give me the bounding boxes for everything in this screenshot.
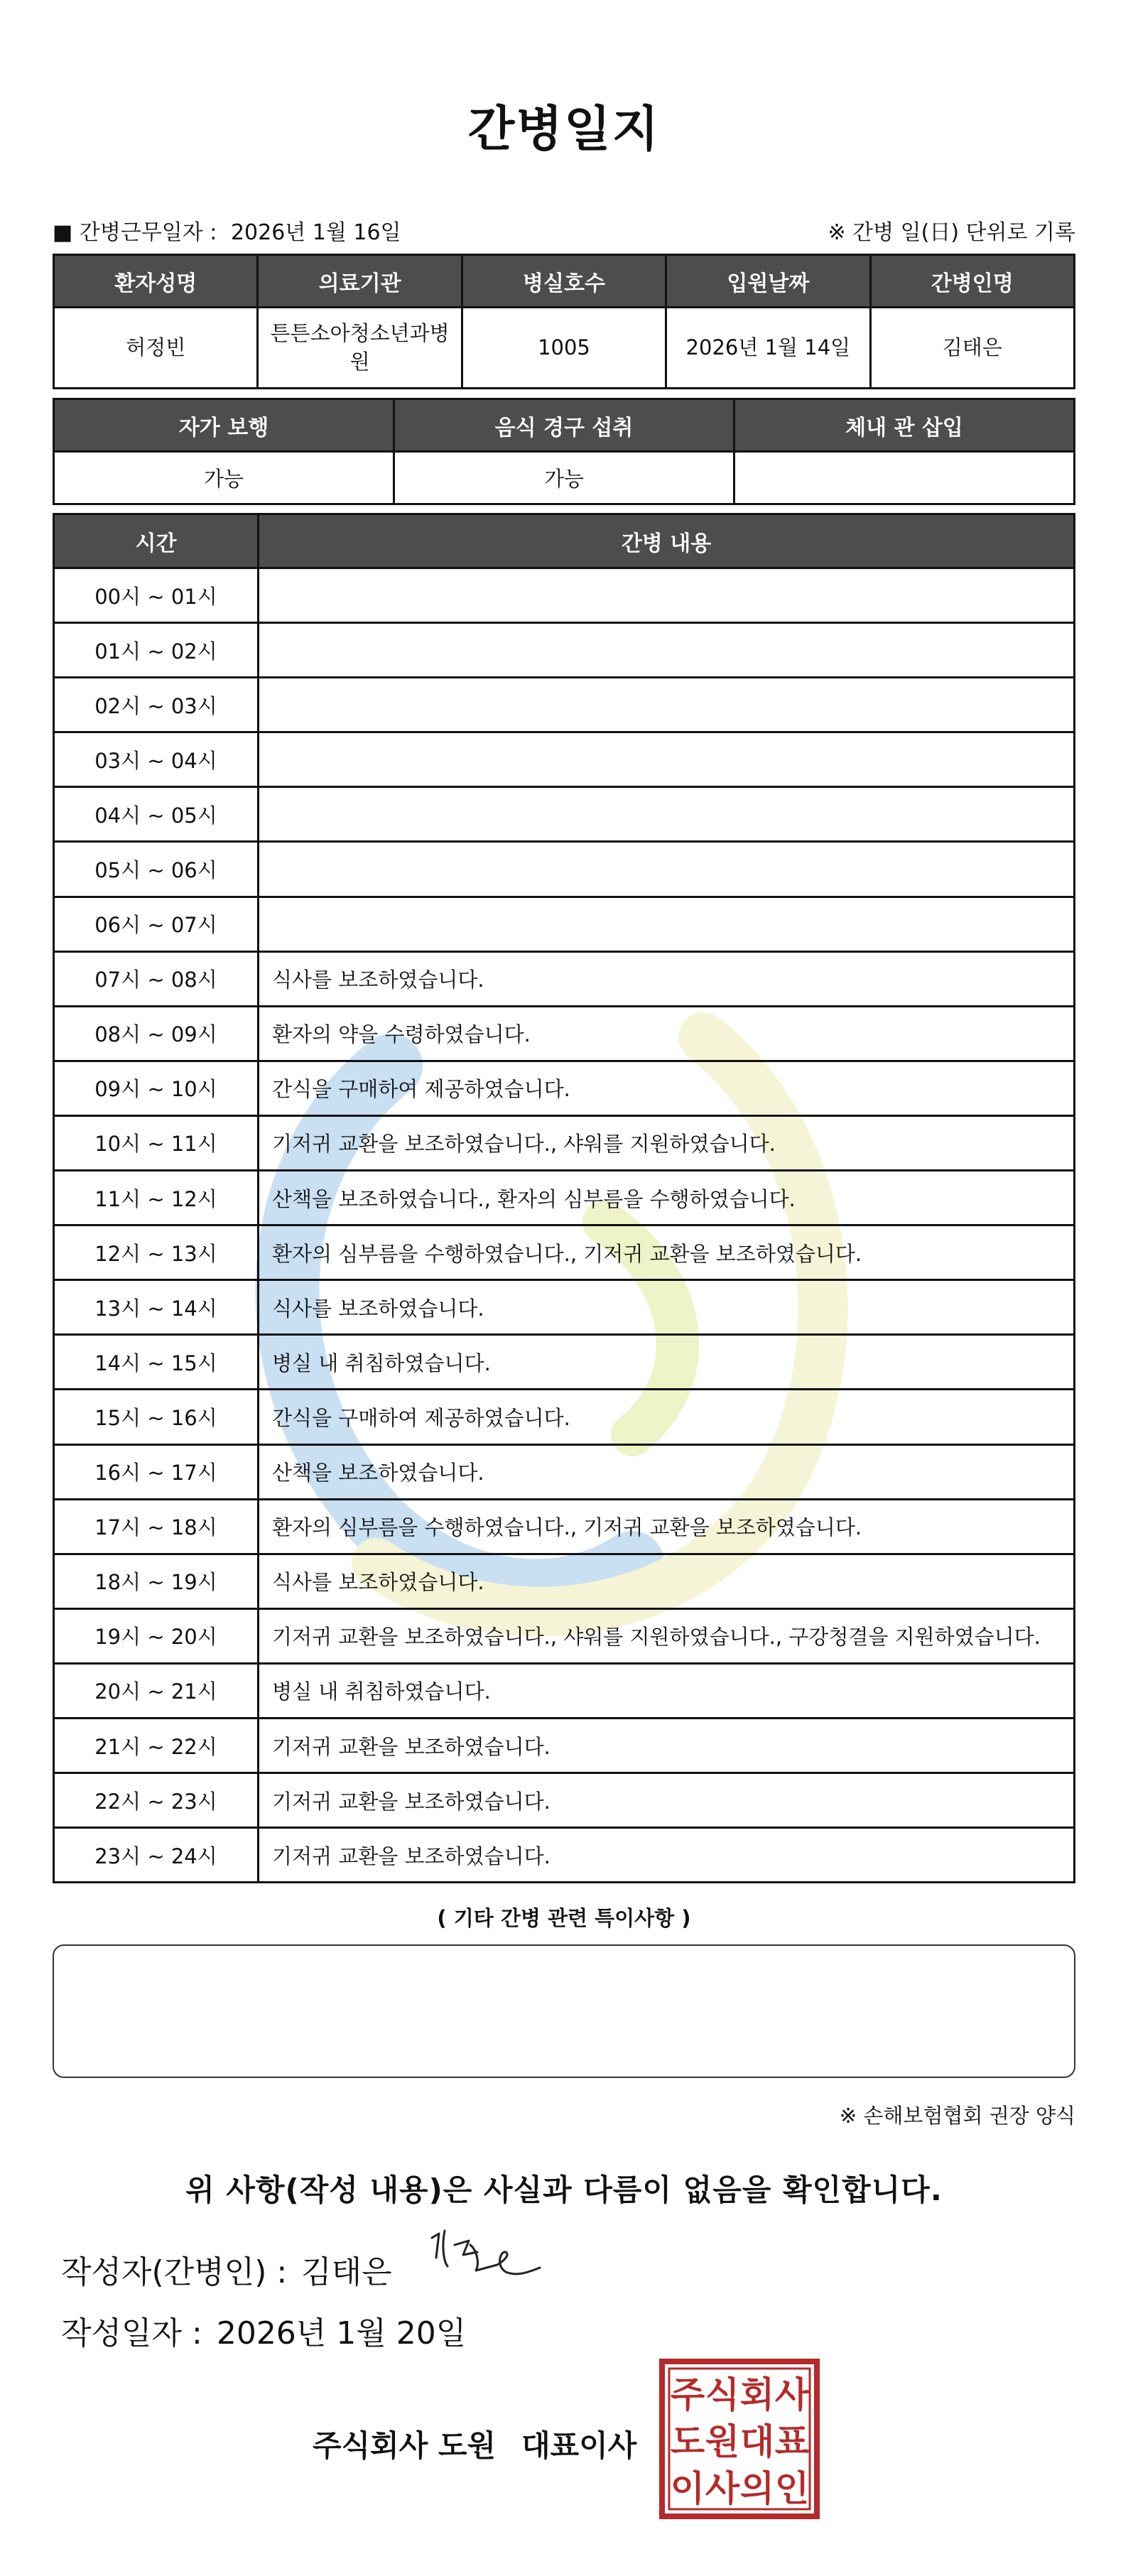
company-signatory <box>313 2423 636 2465</box>
admission-date: 2026년 1월 14일 <box>666 308 870 389</box>
log-content: 병실 내 취침하였습니다. <box>259 1663 1075 1718</box>
svg-text:사: 사 <box>705 2467 740 2509</box>
log-time: 04시 ~ 05시 <box>54 787 259 842</box>
log-time: 19시 ~ 20시 <box>54 1608 259 1663</box>
table-row <box>54 678 1075 732</box>
svg-text:식: 식 <box>705 2374 740 2415</box>
log-time: 15시 ~ 16시 <box>54 1390 259 1444</box>
header-care-content: 간병 내용 <box>259 514 1075 568</box>
company-seal-icon <box>659 2359 820 2519</box>
table-row <box>54 897 1075 951</box>
work-date-value: 2026년 1월 16일 <box>230 220 401 245</box>
log-content <box>259 568 1075 623</box>
log-content: 산책을 보조하였습니다. <box>259 1444 1075 1499</box>
header-admission-date: 입원날짜 <box>666 255 870 308</box>
log-content <box>259 897 1075 951</box>
log-time: 08시 ~ 09시 <box>54 1006 259 1061</box>
log-time: 12시 ~ 13시 <box>54 1225 259 1280</box>
table-row <box>54 1061 1075 1115</box>
log-content: 산책을 보조하였습니다., 환자의 심부름을 수행하였습니다. <box>259 1171 1075 1225</box>
log-content: 식사를 보조하였습니다. <box>259 1554 1075 1608</box>
document-title: 간병일지 <box>467 102 661 158</box>
header-self-walking: 자가 보행 <box>54 399 394 452</box>
table-row <box>54 623 1075 678</box>
log-content: 간식을 구매하여 제공하였습니다. <box>259 1061 1075 1115</box>
table-row <box>54 787 1075 842</box>
special-notes-box <box>53 1944 1075 2078</box>
header-caregiver-name: 간병인명 <box>870 255 1074 308</box>
log-time: 14시 ~ 15시 <box>54 1335 259 1390</box>
work-date-line <box>53 215 401 246</box>
log-content: 환자의 심부름을 수행하였습니다., 기저귀 교환을 보조하였습니다. <box>259 1499 1075 1554</box>
log-time: 00시 ~ 01시 <box>54 568 259 623</box>
patient-ability-table <box>53 398 1075 505</box>
svg-text:인: 인 <box>774 2467 810 2509</box>
log-time: 02시 ~ 03시 <box>54 678 259 732</box>
table-row <box>54 842 1075 897</box>
svg-text:주: 주 <box>670 2374 705 2415</box>
form-source-note: ※ 손해보험협회 권장 양식 <box>839 2104 1075 2128</box>
tube-insertion-value <box>734 452 1075 504</box>
log-time: 21시 ~ 22시 <box>54 1718 259 1773</box>
written-date-line <box>61 2307 466 2353</box>
log-time: 22시 ~ 23시 <box>54 1773 259 1828</box>
svg-text:도: 도 <box>670 2420 705 2462</box>
table-row <box>54 1006 1075 1061</box>
header-room: 병실호수 <box>462 255 666 308</box>
log-content: 식사를 보조하였습니다. <box>259 1280 1075 1335</box>
table-row <box>54 1225 1075 1280</box>
company-name: 주식회사 도원 <box>313 2428 497 2463</box>
writer-line <box>61 2246 392 2292</box>
caregiver-name: 김태은 <box>870 308 1074 389</box>
svg-text:회: 회 <box>739 2374 775 2415</box>
log-time: 20시 ~ 21시 <box>54 1663 259 1718</box>
log-content: 환자의 심부름을 수행하였습니다., 기저귀 교환을 보조하였습니다. <box>259 1225 1075 1280</box>
log-content <box>259 842 1075 897</box>
log-content <box>259 678 1075 732</box>
log-time: 05시 ~ 06시 <box>54 842 259 897</box>
log-content <box>259 732 1075 787</box>
svg-text:사: 사 <box>774 2374 810 2415</box>
svg-text:원: 원 <box>705 2420 740 2462</box>
log-content: 기저귀 교환을 보조하였습니다., 샤워를 지원하였습니다., 구강청결을 지원하였습니다. <box>259 1608 1075 1663</box>
log-content: 환자의 약을 수령하였습니다. <box>259 1006 1075 1061</box>
log-time: 18시 ~ 19시 <box>54 1554 259 1608</box>
log-content: 기저귀 교환을 보조하였습니다. <box>259 1828 1075 1883</box>
table-row <box>54 1663 1075 1718</box>
special-notes-title: ( 기타 간병 관련 특이사항 ) <box>437 1906 691 1930</box>
log-content: 기저귀 교환을 보조하였습니다. <box>259 1773 1075 1828</box>
log-time: 16시 ~ 17시 <box>54 1444 259 1499</box>
table-row <box>54 1444 1075 1499</box>
log-time: 13시 ~ 14시 <box>54 1280 259 1335</box>
table-row <box>54 732 1075 787</box>
header-hospital: 의료기관 <box>258 255 462 308</box>
table-row <box>54 1335 1075 1390</box>
table-row <box>54 1499 1075 1554</box>
table-row <box>54 1554 1075 1608</box>
signature-icon <box>426 2224 547 2288</box>
hospital-name: 튼튼소아청소년과병원 <box>258 308 462 389</box>
work-date-label: ■ 간병근무일자 : <box>53 220 217 245</box>
table-row <box>54 1115 1075 1170</box>
written-date-value: 2026년 1월 20일 <box>216 2315 467 2352</box>
header-patient-name: 환자성명 <box>54 255 258 308</box>
written-date-label: 작성일자 : <box>61 2315 202 2352</box>
log-time: 01시 ~ 02시 <box>54 623 259 678</box>
svg-text:대: 대 <box>739 2420 775 2462</box>
table-row <box>54 951 1075 1006</box>
svg-text:표: 표 <box>774 2420 810 2462</box>
log-time: 10시 ~ 11시 <box>54 1115 259 1170</box>
patient-name: 허정빈 <box>54 308 258 389</box>
table-row <box>54 1828 1075 1883</box>
header-oral-intake: 음식 경구 섭취 <box>394 399 734 452</box>
log-time: 11시 ~ 12시 <box>54 1171 259 1225</box>
table-row <box>54 1718 1075 1773</box>
writer-name: 김태은 <box>301 2254 392 2290</box>
record-unit-note: ※ 간병 일(日) 단위로 기록 <box>828 220 1075 245</box>
table-row <box>54 1608 1075 1663</box>
writer-label: 작성자(간병인) : <box>61 2254 288 2290</box>
oral-intake-value: 가능 <box>394 452 734 504</box>
log-time: 17시 ~ 18시 <box>54 1499 259 1554</box>
log-time: 09시 ~ 10시 <box>54 1061 259 1115</box>
log-time: 03시 ~ 04시 <box>54 732 259 787</box>
table-row <box>54 1280 1075 1335</box>
log-content: 식사를 보조하였습니다. <box>259 951 1075 1006</box>
log-content: 기저귀 교환을 보조하였습니다., 샤워를 지원하였습니다. <box>259 1115 1075 1170</box>
log-time: 23시 ~ 24시 <box>54 1828 259 1883</box>
svg-text:의: 의 <box>739 2467 775 2509</box>
room-number: 1005 <box>462 308 666 389</box>
log-content <box>259 787 1075 842</box>
self-walking-value: 가능 <box>54 452 394 504</box>
svg-text:이: 이 <box>670 2467 705 2509</box>
company-title: 대표이사 <box>521 2428 637 2463</box>
log-content: 병실 내 취침하였습니다. <box>259 1335 1075 1390</box>
log-time: 07시 ~ 08시 <box>54 951 259 1006</box>
log-content: 기저귀 교환을 보조하였습니다. <box>259 1718 1075 1773</box>
log-time: 06시 ~ 07시 <box>54 897 259 951</box>
table-row <box>54 1390 1075 1444</box>
table-row <box>54 1171 1075 1225</box>
patient-info-table <box>53 254 1075 389</box>
log-content: 간식을 구매하여 제공하였습니다. <box>259 1390 1075 1444</box>
header-tube-insertion: 체내 관 삽입 <box>734 399 1075 452</box>
log-content <box>259 623 1075 678</box>
table-row <box>54 568 1075 623</box>
confirmation-statement: 위 사항(작성 내용)은 사실과 다름이 없음을 확인합니다. <box>185 2172 943 2207</box>
table-row <box>54 1773 1075 1828</box>
care-log-table <box>53 513 1075 1883</box>
header-time: 시간 <box>54 514 259 568</box>
